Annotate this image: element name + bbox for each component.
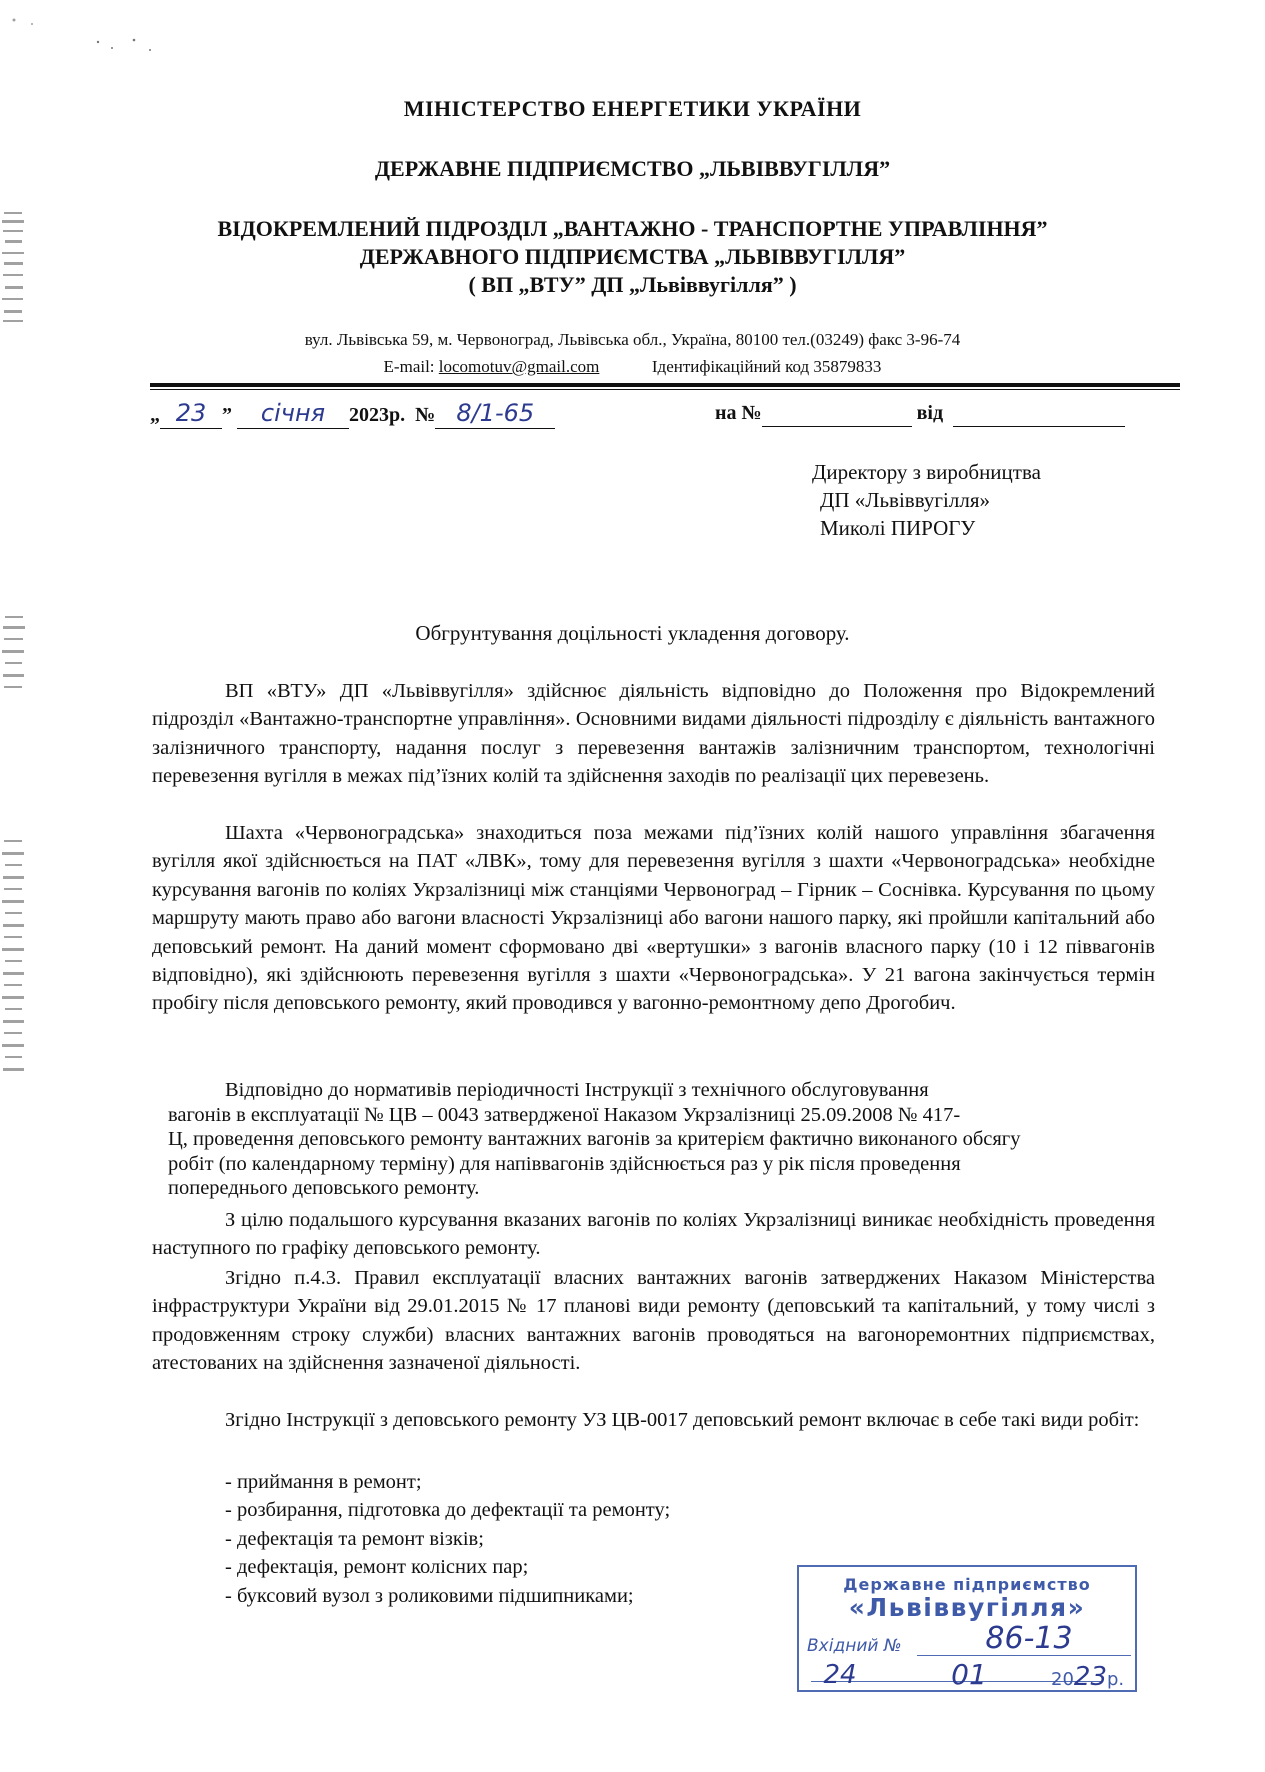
header-divider-thick: [150, 383, 1180, 387]
stamp-year-unit: р.: [1107, 1669, 1125, 1690]
body-paragraph-1: [152, 677, 1155, 791]
body-paragraph-6: [152, 1406, 1155, 1434]
division-heading-line3: ( ВП „ВТУ” ДП „Львіввугілля” ): [468, 272, 797, 297]
list-item: - буксовий вузол з роликовими підшипниками;: [225, 1584, 634, 1607]
division-heading-line1: ВІДОКРЕМЛЕНИЙ ПІДРОЗДІЛ „ВАНТАЖНО - ТРАНСПОРТНЕ УПРАВЛІННЯ”: [217, 216, 1048, 241]
division-heading-line2: ДЕРЖАВНОГО ПІДПРИЄМСТВА „ЛЬВІВВУГІЛЛЯ”: [359, 244, 906, 269]
number-label: №: [415, 404, 436, 426]
stamp-year-prefix: 20: [1051, 1669, 1074, 1690]
paragraph-line: попереднього деповського ремонту.: [168, 1177, 480, 1199]
paragraph-text: ВП «ВТУ» ДП «Львіввугілля» здійснює діяльність відповідно до Положення про Відокремлений підрозділ «Вантажно-транспортне управління». Основними видами діяльності підрозділу є діяльність вантажного залізничного транспорту, надання послуг з перевезення вантажів залізничним транспортом, технологічні перевезення вугілля в межах під’їзних колій та здійснення заходів по реалізації цих перевезень.: [152, 680, 1155, 788]
registration-line: [150, 400, 1180, 434]
addressee-organization: ДП «Львіввугілля»: [820, 488, 990, 512]
stamp-day: 24: [823, 1660, 857, 1690]
registration-number: 8/1-65: [456, 399, 535, 427]
body-paragraph-5: [152, 1264, 1155, 1378]
stamp-organization-type: Державне підприємство: [843, 1575, 1091, 1594]
list-item: - приймання в ремонт;: [225, 1471, 422, 1493]
reference-fields: [715, 400, 1125, 427]
contact-line: [0, 357, 1265, 377]
addressee-position: Директору з виробництва: [812, 460, 1041, 484]
work-list: [225, 1468, 670, 1610]
paragraph-line: Ц, проведення деповського ремонту вантажних вагонів за критерієм фактично виконаного обсягу: [168, 1128, 1021, 1150]
open-quote: „: [150, 404, 160, 426]
scan-artifact-dots: [90, 30, 170, 60]
stamp-incoming-label: Вхідний №: [807, 1636, 902, 1656]
header-divider-thin: [150, 389, 1180, 390]
paragraph-line: вагонів в експлуатації № ЦВ – 0043 затвердженої Наказом Укрзалізниці 25.09.2008 № 417-: [168, 1103, 961, 1126]
from-label: від: [916, 402, 944, 424]
registration-date-number: [150, 400, 555, 429]
postal-address: вул. Львівська 59, м. Червоноград, Львівська обл., Україна, 80100 тел.(03249) факс 3-96-74: [304, 330, 961, 349]
stamp-year: [1051, 1662, 1124, 1692]
document-title: Обгрунтування доцільності укладення договору.: [415, 621, 850, 645]
addressee-name: Миколі ПИРОГУ: [820, 516, 976, 540]
body-paragraph-2: [152, 819, 1155, 1018]
registration-day: 23: [175, 399, 207, 427]
paragraph-text: Шахта «Червоноградська» знаходиться поза межами під’їзних колій нашого управління збагачення вугілля якої здійснюється на ПАТ «ЛВК», тому для перевезення вугілля з шахти «Червоноградська» необхідне курсування вагонів по коліях Укрзалізниці між станціями Червоноград – Гірник – Соснівка. Курсування по цьому маршруту мають право або вагони власності Укрзалізниці або вагони нашого парку, які пройшли капітальний або деповський ремонт. На даний момент сформовано дві «вертушки» з вагонів власного парку (10 і 12 піввагонів відповідно), які здійснюють перевезення вугілля з шахти «Червоноградська». У 21 вагона закінчується термін пробігу після деповського ремонту, який проводився у вагонно-ремонтному депо Дрогобич.: [152, 822, 1155, 1015]
close-quote: ”: [222, 404, 232, 426]
id-code: Ідентифікаційний код 35879833: [651, 357, 882, 376]
registration-month: січня: [260, 399, 326, 427]
paragraph-text: З цілю подальшого курсування вказаних вагонів по коліях Укрзалізниці виникає необхідність проведення наступного по графіку деповського ремонту.: [152, 1209, 1155, 1260]
paragraph-line: робіт (по календарному терміну) для напіввагонів здійснюється раз у рік після проведення: [168, 1152, 961, 1175]
email-label: E-mail:: [383, 357, 435, 376]
list-item: - розбирання, підготовка до дефектації та ремонту;: [225, 1499, 671, 1522]
email-link[interactable]: locomotuv@gmail.com: [438, 357, 600, 376]
paragraph-text: Згідно п.4.3. Правил експлуатації власних вантажних вагонів затверджених Наказом Міністерства інфраструктури України від 29.01.2015 № 17 планові види ремонту (деповський та капітальний, у тому числі з продовженням строку служби) власних вантажних вагонів проводяться на вагоноремонтних підприємствах, атестованих на здійснення зазначеної діяльності.: [152, 1267, 1155, 1375]
reference-label: на №: [715, 402, 762, 424]
addressee-block: [812, 458, 1041, 542]
paragraph-text: Згідно Інструкції з деповського ремонту УЗ ЦВ-0017 деповський ремонт включає в себе такі види робіт:: [225, 1409, 1140, 1431]
stamp-organization-name: «Львіввугілля»: [848, 1593, 1086, 1622]
stamp-incoming-number: 86-13: [985, 1621, 1073, 1656]
incoming-registration-stamp: [797, 1565, 1137, 1692]
paragraph-line: Відповідно до нормативів періодичності Інструкції з технічного обслуговування: [225, 1079, 929, 1101]
registration-year: 2023р.: [349, 404, 406, 426]
list-item: - дефектація, ремонт колісних пар;: [225, 1556, 529, 1579]
body-paragraph-4: [152, 1206, 1155, 1263]
body-paragraph-3: [168, 1078, 1153, 1201]
enterprise-heading: ДЕРЖАВНЕ ПІДПРИЄМСТВО „ЛЬВІВВУГІЛЛЯ”: [374, 156, 891, 181]
ministry-heading: МІНІСТЕРСТВО ЕНЕРГЕТИКИ УКРАЇНИ: [403, 96, 862, 121]
list-item: - дефектація та ремонт візків;: [225, 1527, 484, 1550]
stamp-month: 01: [951, 1658, 987, 1691]
stamp-year-suffix: 23: [1073, 1662, 1107, 1692]
